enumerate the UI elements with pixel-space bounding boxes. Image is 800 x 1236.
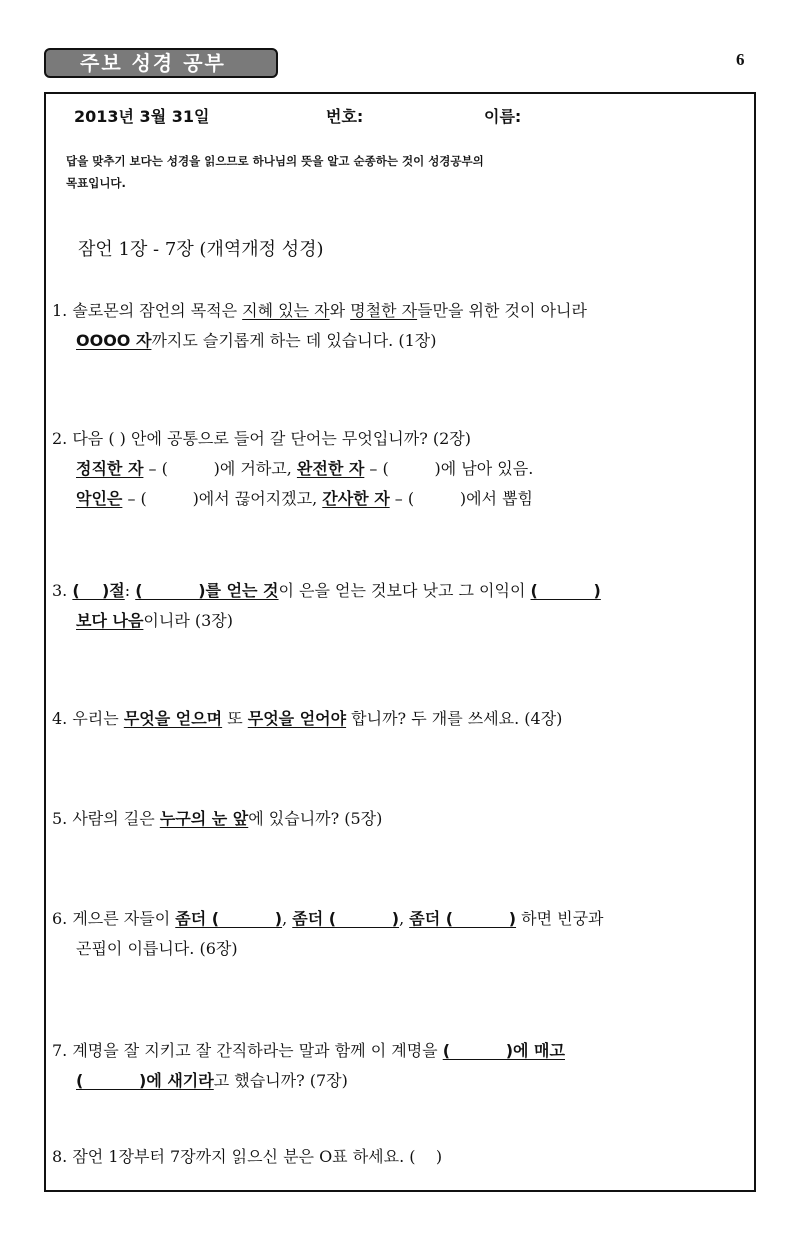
question-2-line-3: 악인은 – ( )에서 끊어지겠고, 간사한 자 – ( )에서 뽑힘 — [76, 489, 534, 508]
question-7-line-2: ( )에 새기라고 했습니까? (7장) — [76, 1071, 348, 1090]
date-label: 2013년 3월 31일 — [74, 107, 210, 126]
question-2-line-2: 정직한 자 – ( )에 거하고, 완전한 자 – ( )에 남아 있음. — [76, 459, 534, 478]
page-number: 6 — [736, 50, 745, 69]
question-6-line-1: 6. 게으른 자들이 좀더 ( ), 좀더 ( ), 좀더 ( ) 하면 빈궁과 — [52, 909, 604, 928]
intro-line-2: 목표입니다. — [66, 176, 126, 190]
question-7-line-1: 7. 계명을 잘 지키고 잘 간직하라는 말과 함께 이 계명을 ( )에 매고 — [52, 1041, 565, 1060]
question-1-line-1: 1. 솔로몬의 잠언의 목적은 지혜 있는 자와 명철한 자들만을 위한 것이 아니라 — [52, 301, 587, 320]
header-tab-title: 주보 성경 공부 — [44, 48, 278, 78]
question-5: 5. 사람의 길은 누구의 눈 앞에 있습니까? (5장) — [52, 809, 383, 828]
question-4: 4. 우리는 무엇을 얻으며 또 무엇을 얻어야 합니까? 두 개를 쓰세요. (4장) — [52, 709, 563, 728]
question-6 — [52, 904, 604, 964]
number-label: 번호: — [326, 107, 364, 126]
question-3-line-1: 3. ( )절: ( )를 얻는 것이 은을 얻는 것보다 낫고 그 이익이 ( ) — [52, 581, 601, 600]
question-3-line-2: 보다 나음이니라 (3장) — [76, 611, 233, 630]
intro-line-1: 답을 맞추기 보다는 성경을 읽으므로 하나님의 뜻을 알고 순종하는 것이 성경공부의 — [66, 154, 484, 168]
question-8: 8. 잠언 1장부터 7장까지 읽으신 분은 O표 하세요. ( ) — [52, 1147, 443, 1166]
question-1 — [52, 296, 587, 356]
intro-text — [66, 150, 484, 194]
name-label: 이름: — [484, 107, 522, 126]
question-6-line-2: 곤핍이 이릅니다. (6장) — [76, 939, 238, 958]
question-2-line-1: 2. 다음 ( ) 안에 공통으로 들어 갈 단어는 무엇입니까? (2장) — [52, 429, 471, 448]
question-2 — [52, 424, 533, 514]
question-7 — [52, 1036, 565, 1096]
section-title: 잠언 1장 - 7장 (개역개정 성경) — [78, 239, 324, 260]
question-3 — [52, 576, 601, 636]
question-1-line-2: OOOO 자까지도 슬기롭게 하는 데 있습니다. (1장) — [76, 331, 437, 350]
